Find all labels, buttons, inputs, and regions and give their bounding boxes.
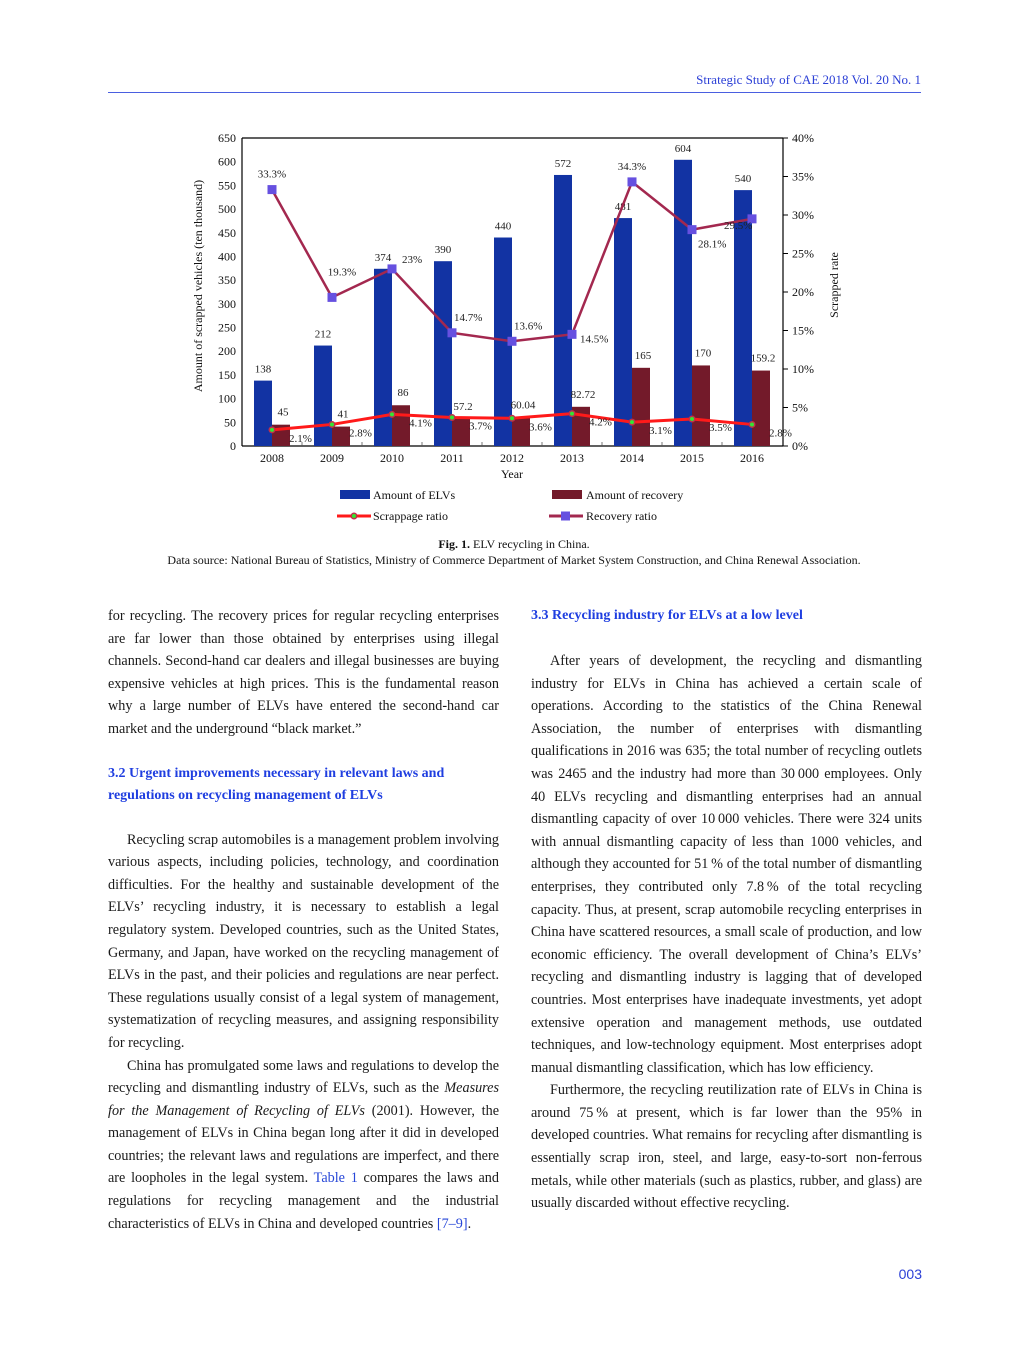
elv-bar [674, 160, 692, 446]
left-tick-label: 200 [218, 344, 236, 359]
scrappage-ratio-marker [750, 422, 754, 426]
right-tick-label: 30% [792, 208, 814, 222]
scrappage-ratio-label: 2.1% [289, 432, 312, 445]
right-paragraph-1: After years of development, the recycling and dismantling industry for ELVs in China has achieved a certain scale of operations. According to the statistics of the China Renewal Association, the number of enterprises with dismantling qualifications in 2016 was 635; the total number of recycling outlets was 2465 and the industry had more than 30 000 employees. Only 40 ELVs recycling and dismantling enterprises had an annual dismantling capacity of over 10 000 vehicles. There were 324 units with annual dismantling capacity of less than 1000 vehicles, and although they accounted for 51 % of the total number of dismantling enterprises, they contributed only 7.8 % of the total recycling capacity. Thus, at present, scrap automobile recycling enterprises in China have scattered resources, a small scale of production, and low economic efficiency. The overall development of China’s ELVs’ recycling and dismantling industry is lagging that of developed countries. Most enterprises have inadequate investments, yet adopt extensive operation and management methods, use outdated techniques, and low-technology equipment. Most enterprises adopt manual dismantling classification, which has low efficiency. [531, 653, 922, 1076]
section-heading-3-2: 3.2 Urgent improvements necessary in relevant laws and regulations on recycling management of ELVs [108, 765, 445, 803]
scrappage-ratio-marker [270, 428, 274, 432]
elv-bar-label: 481 [614, 201, 632, 214]
elv-bar-label: 540 [734, 173, 752, 186]
scrappage-ratio-label: 2.8% [349, 427, 372, 440]
right-tick-label: 0% [792, 439, 808, 453]
left-tick-label: 150 [218, 367, 236, 382]
x-tick-label: 2008 [260, 451, 284, 465]
scrappage-ratio-marker [630, 420, 634, 424]
x-tick-label: 2012 [500, 451, 524, 465]
x-tick-label: 2011 [440, 451, 464, 465]
scrappage-ratio-marker [450, 416, 454, 420]
right-axis-title: Scrapped rate [827, 252, 841, 318]
scrappage-ratio-marker [330, 422, 334, 426]
left-paragraph-1: for recycling. The recovery prices for regular recycling enterprises are far lower than those obtained by enterprises using illegal channels. Second-hand car dealers and illegal businesses are buying expensive vehicles at high prices. This is the fundamental reason why a large number of ELVs have entered the second-hand car market and the underground “black market.” [108, 608, 499, 737]
recovery-ratio-marker [568, 330, 577, 339]
elv-recycling-chart [0, 0, 1020, 540]
left-tick-label: 100 [218, 391, 236, 406]
elv-bar-label: 572 [554, 157, 572, 170]
left-axis-title: Amount of scrapped vehicles (ten thousand) [191, 179, 205, 393]
recovery-bar-label: 60.04 [510, 399, 536, 412]
left-tick-label: 450 [218, 225, 236, 240]
recovery-ratio-label: 23% [402, 253, 423, 266]
legend-scrappage-label: Scrappage ratio [373, 509, 448, 523]
left-tick-label: 0 [230, 439, 236, 453]
left-tick-label: 350 [218, 273, 236, 288]
scrappage-ratio-marker [570, 412, 574, 416]
recovery-bar-label: 165 [634, 349, 652, 362]
elv-bar-label: 390 [434, 244, 452, 257]
left-column [108, 605, 499, 1235]
recovery-bar-label: 86 [397, 387, 409, 400]
recovery-bar [512, 418, 530, 446]
scrappage-ratio-label: 2.8% [769, 427, 792, 440]
recovery-bar [632, 368, 650, 446]
elv-bar [614, 218, 632, 446]
right-tick-label: 35% [792, 169, 814, 184]
recovery-bar [692, 365, 710, 446]
recovery-bar [332, 427, 350, 446]
left-paragraph-2: Recycling scrap automobiles is a management problem involving various aspects, including policies, technology, and coordination difficulties. For the healthy and sustainable development of the ELVs’ recycling industry, it is necessary to establish a legal regulatory system. Developed countries, such as the United States, Germany, and Japan, have worked on the recycling management of ELVs in the past, and their policies and regulations are near perfect. These regulations usually consist of a legal system of management, systematization of recycling measures, and assigning responsibility for recycling. [108, 831, 499, 1051]
recovery-bar [752, 371, 770, 446]
left-tick-label: 50 [224, 415, 236, 430]
left-tick-label: 650 [218, 131, 236, 145]
recovery-bar-label: 82.72 [570, 388, 596, 401]
scrappage-ratio-label: 3.7% [469, 420, 492, 433]
figure-data-source: Data source: National Bureau of Statistics, Ministry of Commerce Department of Market System Construction, and China Renewal Association. [167, 553, 861, 567]
recovery-ratio-marker [688, 225, 697, 234]
right-paragraph-2: Furthermore, the recycling reutilization rate of ELVs in China is around 75 % at present, which is far lower than the 95% in developed countries. What remains for recycling after dismantling is essentially scrap iron, steel, and large, easy-to-sort non-ferrous metals, while other materials (such as plastics, rubber, and glass) are usually discarded without effective recycling. [531, 1082, 922, 1212]
recovery-ratio-label: 13.6% [514, 320, 543, 333]
x-tick-label: 2010 [380, 451, 404, 465]
recovery-ratio-marker [628, 177, 637, 186]
elv-bar-label: 604 [674, 142, 692, 155]
elv-bar-label: 212 [314, 328, 332, 341]
x-tick-label: 2014 [620, 451, 644, 465]
figure-caption-text: ELV recycling in China. [470, 537, 590, 551]
recovery-bar [452, 419, 470, 446]
recovery-ratio-label: 33.3% [257, 168, 287, 181]
legend-recovery-label: Amount of recovery [586, 488, 684, 502]
elv-bar [254, 381, 272, 446]
legend-recovery-ratio-marker [561, 512, 570, 521]
scrappage-ratio-marker [510, 416, 514, 420]
legend-recovery-swatch [552, 490, 582, 499]
left-tick-label: 500 [218, 202, 236, 217]
recovery-bar-label: 159.2 [750, 352, 776, 365]
section-heading-3-3: 3.3 Recycling industry for ELVs at a low level [531, 608, 803, 623]
left-paragraph-3: China has promulgated some laws and regulations to develop the recycling and dismantling industry of ELVs, such as the Measures for the Management of Recycling of ELVs (2001). However, the management of ELVs in China began long after it did in developed countries; the relevant laws and regulations are imperfect, and there are loopholes in the legal system. Table 1 compares the laws and regulations for recycling management and the industrial characteristics of ELVs in China and developed countries [7–9]. [108, 1057, 499, 1232]
scrappage-ratio-marker [690, 417, 694, 421]
scrappage-ratio-label: 3.6% [529, 421, 552, 434]
recovery-bar-label: 45 [277, 406, 289, 419]
left-tick-label: 250 [218, 320, 236, 335]
figure-caption-label: Fig. 1. [438, 537, 470, 551]
recovery-ratio-label: 14.7% [454, 311, 483, 324]
recovery-ratio-marker [268, 185, 277, 194]
recovery-ratio-marker [448, 328, 457, 337]
x-axis-title: Year [500, 467, 524, 481]
elv-bar-label: 374 [374, 251, 392, 264]
left-tick-label: 600 [218, 154, 236, 169]
recovery-ratio-marker [388, 264, 397, 273]
legend-recovery-ratio-label: Recovery ratio [586, 509, 657, 523]
references-7-9-link[interactable]: [7–9] [436, 1215, 468, 1232]
recovery-ratio-label: 19.3% [327, 266, 357, 279]
legend-elv-swatch [340, 490, 370, 499]
recovery-bar-label: 170 [694, 347, 712, 360]
right-column [531, 605, 922, 1215]
recovery-bar-label: 41 [337, 408, 349, 421]
elv-bar [554, 175, 572, 446]
scrappage-ratio-label: 3.1% [649, 425, 672, 438]
elv-bar [374, 269, 392, 446]
figure-caption [100, 537, 928, 552]
page-number: 003 [898, 1266, 922, 1282]
running-head: Strategic Study of CAE 2018 Vol. 20 No. 1 [696, 72, 921, 87]
elv-bar-label: 138 [254, 363, 272, 376]
elv-bar-label: 440 [494, 220, 512, 233]
right-tick-label: 15% [792, 323, 814, 338]
x-tick-label: 2009 [320, 451, 344, 465]
x-tick-label: 2013 [560, 451, 584, 465]
recovery-ratio-marker [508, 337, 517, 346]
scrappage-ratio-label: 4.1% [409, 417, 432, 430]
recovery-bar [392, 405, 410, 446]
x-tick-label: 2015 [680, 451, 704, 465]
right-tick-label: 5% [792, 400, 808, 415]
scrappage-ratio-label: 4.2% [589, 416, 612, 429]
measures-title: Measures for the Management of Recycling of ELVs [108, 1080, 499, 1119]
left-tick-label: 550 [218, 178, 236, 193]
x-tick-label: 2016 [740, 451, 764, 465]
left-tick-label: 400 [218, 249, 236, 264]
recovery-bar-label: 57.2 [453, 400, 473, 413]
legend-scrappage-marker [352, 514, 356, 518]
recovery-ratio-marker [328, 293, 337, 302]
left-tick-label: 300 [218, 296, 236, 311]
right-tick-label: 40% [792, 131, 814, 145]
recovery-ratio-label: 34.3% [617, 160, 647, 173]
right-tick-label: 25% [792, 246, 814, 261]
scrappage-ratio-label: 3.5% [709, 422, 732, 435]
table-1-link[interactable]: Table 1 [313, 1170, 358, 1187]
legend-elv-label: Amount of ELVs [373, 488, 456, 502]
right-tick-label: 20% [792, 285, 814, 299]
recovery-ratio-label: 14.5% [580, 333, 609, 346]
elv-bar [314, 346, 332, 446]
recovery-ratio-label: 29.5% [724, 219, 753, 232]
recovery-ratio-label: 28.1% [698, 238, 727, 251]
right-tick-label: 10% [792, 362, 814, 376]
scrappage-ratio-marker [390, 412, 394, 416]
